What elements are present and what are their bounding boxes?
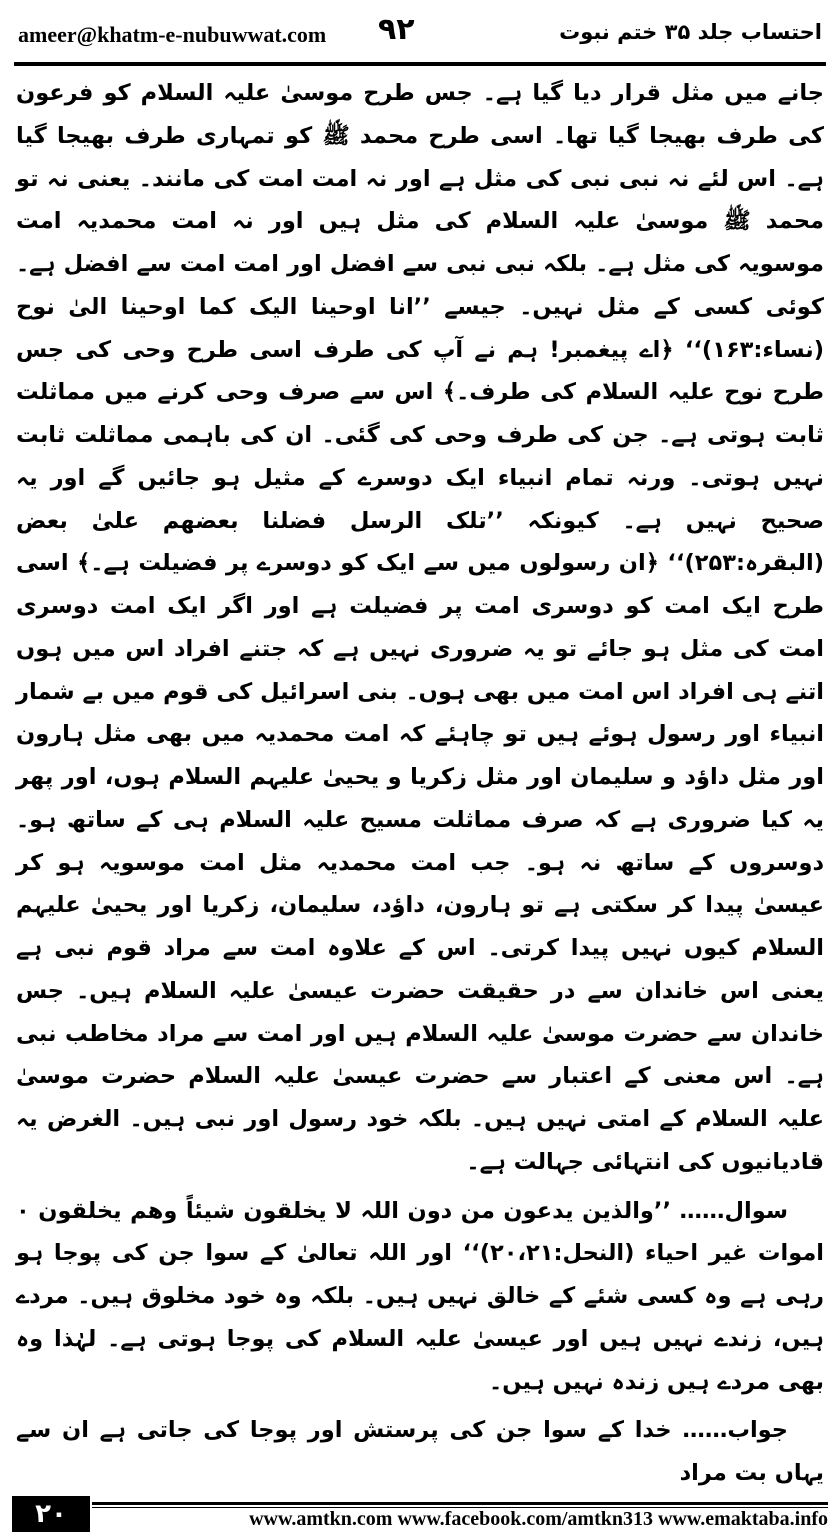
footer-rule-thick (92, 1502, 828, 1505)
body-paragraph-1: جانے میں مثل قرار دیا گیا ہے۔ جس طرح موسیٰ علیہ السلام کو فرعون کی طرف بھیجا گیا تھا۔ اسی طرح محمد ﷺ کو تمہاری طرف بھیجا گیا ہے۔ اس لئے نہ نبی نبی کی مثل ہے اور نہ امت امت کی مانند۔ یعنی نہ تو محمد ﷺ موسیٰ علیہ السلام کی مثل ہیں اور نہ امت محمدیہ امت موسویہ کی مثل ہے۔ بلکہ نبی نبی سے افضل اور امت امت سے افضل ہے۔ کوئی کسی کے مثل نہیں۔ جیسے ’’انا اوحینا الیک کما اوحینا الیٰ نوح (نساء:۱۶۳)‘‘ ﴿اے پیغمبر! ہم نے آپ کی طرف اسی طرح وحی کی جس طرح نوح علیہ السلام کی طرف۔﴾ اس سے صرف وحی کرنے میں مماثلت ثابت ہوتی ہے۔ جن کی طرف وحی کی گئی۔ ان کی باہمی مماثلت ثابت نہیں ہوتی۔ ورنہ تمام انبیاء ایک دوسرے کے مثیل ہو جائیں گے اور یہ صحیح نہیں ہے۔ کیونکہ ’’تلک الرسل فضلنا بعضھم علیٰ بعض (البقرہ:۲۵۳)‘‘ ﴿ان رسولوں میں سے ایک کو دوسرے پر فضیلت ہے۔﴾ اسی طرح ایک امت کو دوسری امت پر فضیلت ہے اور اگر ایک امت دوسری امت کی مثل ہو جائے تو یہ ضروری نہیں ہے کہ جتنے افراد اس میں ہوں اتنے ہی افراد اس امت میں بھی ہوں۔ بنی اسرائیل کی قوم میں بے شمار انبیاء اور رسول ہوئے ہیں تو چاہئے کہ امت محمدیہ میں بھی مثل ہارون اور مثل داؤد و سلیمان اور مثل زکریا و یحییٰ علیہم السلام ہوں، اور پھر یہ کیا ضروری ہے کہ صرف مماثلت مسیح علیہ السلام ہی کے ساتھ ہو۔ دوسروں کے ساتھ نہ ہو۔ جب امت محمدیہ مثل امت موسویہ ہو کر عیسیٰ پیدا کر سکتی ہے تو ہارون، داؤد، سلیمان، زکریا اور یحییٰ علیہم السلام کیوں نہیں پیدا کرتی۔ اس کے علاوہ امت سے مراد قوم نبی ہے یعنی اس خاندان سے در حقیقت حضرت عیسیٰ علیہ السلام ہیں۔ جس خاندان سے حضرت موسیٰ علیہ السلام ہیں اور امت سے مراد مخاطب نبی ہے۔ اس معنی کے اعتبار سے حضرت عیسیٰ علیہ السلام حضرت موسیٰ علیہ السلام کے امتی نہیں ہیں۔ بلکہ خود رسول اور نبی ہیں۔ الغرض یہ قادیانیوں کی انتہائی جہالت ہے۔ (16, 80, 824, 1175)
footer-page-box: ۲۰ (12, 1496, 90, 1532)
body-paragraph-question: سوال…… ’’والذین یدعون من دون اللہ لا یخلقون شیئاً وھم یخلقون ۰ اموات غیر احیاء (النحل:۲۰،۲۱)‘‘ اور اللہ تعالیٰ کے سوا جن کی پوجا ہو رہی ہے وہ کسی شئے کے خالق نہیں ہیں۔ بلکہ وہ خود مخلوق ہیں۔ مردے ہیں، زندے نہیں ہیں اور عیسیٰ علیہ السلام کی پوجا ہوتی ہے۔ لہٰذا وہ بھی مردے ہیں زندہ نہیں ہیں۔ (16, 1197, 824, 1395)
page-header (0, 0, 840, 70)
page-footer (0, 1490, 840, 1540)
header-email: ameer@khatm-e-nubuwwat.com (18, 22, 327, 47)
page-number: ۹۲ (378, 12, 415, 47)
footer-links[interactable]: www.amtkn.com www.facebook.com/amtkn313 www.emaktaba.info (249, 1508, 828, 1530)
body-paragraph-answer: جواب…… خدا کے سوا جن کی پرستش اور پوجا کی جاتی ہے ان سے یہاں بت مراد (16, 1417, 824, 1486)
header-rule (14, 62, 826, 66)
page-body (16, 72, 824, 1486)
book-title: احتساب جلد ۳۵ ختم نبوت (559, 20, 822, 44)
